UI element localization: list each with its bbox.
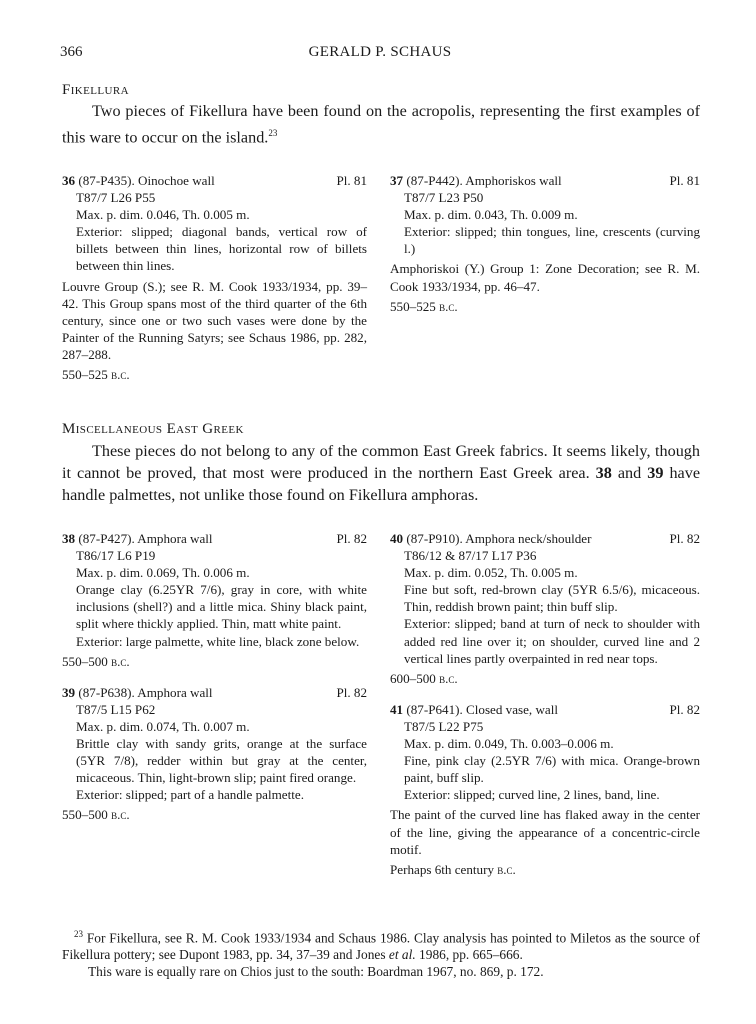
section-heading-misc-east-greek: Miscellaneous East Greek: [62, 421, 244, 437]
entry-fabric: Fine but soft, red-brown clay (5YR 6.5/6), micaceous. Thin, reddish brown paint; thin buff slip.: [404, 582, 700, 615]
catalog-entry-36: [62, 172, 367, 383]
entry-heading: [62, 530, 367, 547]
entry-context: T87/7 L23 P50: [404, 190, 484, 206]
entry-commentary: Louvre Group (S.); see R. M. Cook 1933/1934, pp. 39–42. This Group spans most of the third quarter of the 6th century, since one or two such vases were done by the Painter of the Running Satyrs; see Schaus 1986, pp. 282, 287–288.: [62, 278, 367, 362]
footnote-text-a: For Fikellura, see R. M. Cook 1933/1934 and Schaus 1986. Clay analysis has pointed to Miletos as the source of Fikellura pottery; see Dupont 1983, pp. 34, 37–39 and Jones: [62, 930, 700, 963]
intro-ref-38: 38: [595, 464, 612, 482]
plate-reference: Pl. 81: [669, 173, 700, 188]
plate-reference: Pl. 82: [336, 531, 367, 546]
entry-dimensions: Max. p. dim. 0.069, Th. 0.006 m.: [76, 565, 250, 581]
date-era: b.c.: [497, 861, 516, 877]
intro-text: and: [611, 464, 648, 482]
entry-number: 36: [62, 173, 76, 188]
page-number: 366: [60, 44, 83, 60]
entry-dimensions: Max. p. dim. 0.074, Th. 0.007 m.: [76, 718, 250, 734]
entry-fabric: Fine, pink clay (2.5YR 7/6) with mica. Orange-brown paint, buff slip.: [404, 753, 700, 786]
catalog-entry-40: [390, 530, 700, 687]
plate-reference: Pl. 81: [336, 173, 367, 188]
entry-number: 38: [62, 531, 76, 546]
date-era: b.c.: [111, 367, 130, 383]
footnote-text: [62, 926, 700, 963]
catalog-entry-41: [390, 701, 700, 878]
date-range: 550–525: [390, 298, 436, 314]
catalog-entry-37: [390, 172, 700, 315]
entry-commentary: The paint of the curved line has flaked away in the center of the line, giving the appearance of a concentric-circle motif.: [390, 807, 700, 857]
entry-description: Exterior: slipped; band at turn of neck to shoulder with added red line over it; on shoulder, curved line and 2 vertical lines partly overpainted in red near tops.: [404, 616, 700, 666]
entry-number: 37: [390, 173, 404, 188]
entry-number: 39: [62, 684, 76, 700]
intro-text: Two pieces of Fikellura have been found on the acropolis, representing the first examples of this ware to occur on the island.: [62, 102, 700, 147]
right-column-misc: [390, 530, 700, 888]
intro-ref-39: 39: [647, 464, 664, 482]
entry-description: Exterior: large palmette, white line, black zone below.: [76, 633, 360, 649]
entry-number: 40: [390, 531, 404, 546]
entry-title: (87-P442). Amphoriskos wall: [406, 173, 562, 188]
date-range: 550–500: [62, 653, 108, 669]
entry-context: T86/17 L6 P19: [76, 548, 156, 564]
entry-heading: [390, 172, 700, 189]
entry-date: [390, 670, 700, 687]
section-intro-fikellura: [62, 100, 700, 148]
entry-commentary: Amphoriskoi (Y.) Group 1: Zone Decoration; see R. M. Cook 1933/1934, pp. 46–47.: [390, 261, 700, 294]
right-column-fikellura: [390, 172, 700, 325]
entry-context: T87/5 L15 P62: [76, 701, 156, 717]
entry-context: T87/5 L22 P75: [404, 718, 484, 734]
entry-heading: [390, 530, 700, 547]
section-heading-fikellura: Fikellura: [62, 82, 129, 98]
left-column-fikellura: [62, 172, 367, 393]
plate-reference: Pl. 82: [669, 701, 700, 717]
running-head-author: GERALD P. SCHAUS: [308, 44, 452, 60]
footnote-23: [62, 926, 700, 980]
footnote-number: 23: [74, 929, 83, 939]
entry-description: Exterior: slipped; diagonal bands, vertical row of billets between thin lines, horizontal row of billets between thin lines.: [76, 224, 367, 274]
entry-description: Exterior: slipped; curved line, 2 lines, band, line.: [404, 787, 660, 803]
entry-title: (87-P910). Amphora neck/shoulder: [406, 531, 592, 546]
plate-reference: Pl. 82: [669, 531, 700, 546]
entry-title: (87-P638). Amphora wall: [78, 684, 213, 700]
entry-title: (87-P435). Oinochoe wall: [78, 173, 215, 188]
entry-fabric: Brittle clay with sandy grits, orange at the surface (5YR 7/8), redder within but gray at the center, micaceous. Thin, light-brown slip; paint fired orange.: [76, 736, 367, 786]
section-intro-misc-east-greek: [62, 440, 700, 506]
footnote-text-b: 1986, pp. 665–666.: [415, 947, 523, 963]
date-era: b.c.: [439, 670, 458, 686]
entry-description: Exterior: slipped; thin tongues, line, crescents (curving l.): [404, 224, 700, 257]
date-range: Perhaps 6th century: [390, 861, 494, 877]
entry-title: (87-P427). Amphora wall: [78, 531, 213, 546]
intro-text: have handle palmettes, not unlike those found on Fikellura amphoras.: [62, 464, 701, 504]
entry-number: 41: [390, 701, 404, 717]
date-era: b.c.: [111, 807, 130, 823]
entry-heading: [62, 172, 367, 189]
entry-context: T87/7 L26 P55: [76, 190, 156, 206]
entry-date: [62, 806, 367, 823]
date-era: b.c.: [439, 298, 458, 314]
plate-reference: Pl. 82: [336, 684, 367, 700]
entry-title: (87-P641). Closed vase, wall: [406, 701, 559, 717]
date-range: 550–525: [62, 367, 108, 383]
entry-dimensions: Max. p. dim. 0.046, Th. 0.005 m.: [76, 207, 250, 223]
footnote-ref: 23: [268, 128, 278, 138]
date-era: b.c.: [111, 653, 130, 669]
entry-context: T86/12 & 87/17 L17 P36: [404, 548, 537, 564]
footnote-line-2: This ware is equally rare on Chios just to the south: Boardman 1967, no. 869, p. 172.: [88, 964, 544, 980]
entry-date: [390, 298, 700, 315]
footnote-et-al: et al.: [388, 947, 416, 963]
date-range: 550–500: [62, 807, 108, 823]
entry-dimensions: Max. p. dim. 0.049, Th. 0.003–0.006 m.: [404, 736, 614, 752]
entry-fabric: Orange clay (6.25YR 7/6), gray in core, with white inclusions (shell?) and a little mica. Shiny black paint, split where thickly applied. Thin, matt white paint.: [76, 582, 367, 632]
catalog-entry-38: [62, 530, 367, 670]
entry-date: [390, 861, 700, 878]
intro-text: These pieces do not belong to any of the common East Greek fabrics. It seems likely, though it cannot be proved, that most were produced in the northern East Greek area.: [62, 442, 700, 482]
entry-heading: [390, 701, 700, 718]
entry-date: [62, 653, 367, 670]
entry-dimensions: Max. p. dim. 0.043, Th. 0.009 m.: [404, 207, 578, 223]
catalog-entry-39: [62, 684, 367, 824]
entry-heading: [62, 684, 367, 701]
page-header: [60, 44, 700, 64]
date-range: 600–500: [390, 670, 436, 686]
entry-date: [62, 366, 367, 383]
entry-description: Exterior: slipped; part of a handle palmette.: [76, 787, 304, 803]
left-column-misc: [62, 530, 367, 834]
entry-dimensions: Max. p. dim. 0.052, Th. 0.005 m.: [404, 565, 578, 581]
